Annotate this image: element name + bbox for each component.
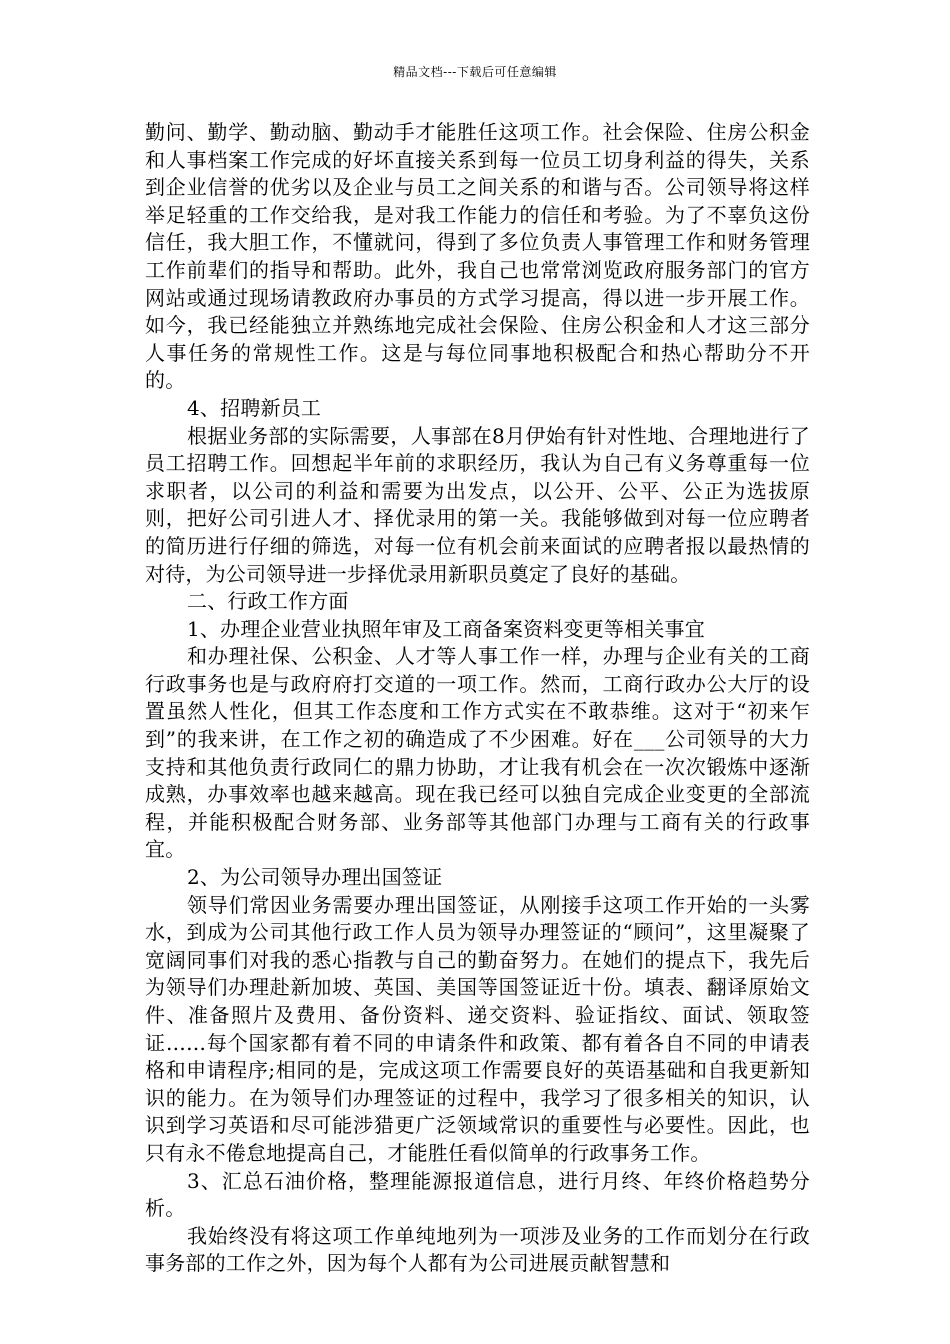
section-heading: 2、为公司领导办理出国签证 [187, 865, 443, 890]
paragraph: 和办理社保、公积金、人才等人事工作一样，办理与企业有关的工商行政事务也是与政府府打交道的一项工作。然而，工商行政办公大厅的设置虽然人性化，但其工作态度和工作方式实在不敢恭维。这对于“初来乍到”的我来讲，在工作之初的确造成了不少困难。好在___公司领导的大力支持和其他负责行政同仁的鼎力协助，才让我有机会在一次次锻炼中逐渐成熟，办事效率也越来越高。现在我已经可以独自完成企业变更的全部流程，并能积极配合财务部、业务部等其他部门办理与工商有关的行政事宜。 [145, 644, 810, 862]
section-heading: 1、办理企业营业执照年审及工商备案资料变更等相关事宜 [187, 616, 705, 641]
document-body [145, 119, 810, 1278]
section-heading: 3、汇总石油价格，整理能源报道信息，进行月终、年终价格趋势分析。 [145, 1168, 810, 1221]
page-header: 精品文档---下载后可任意编辑 [393, 65, 557, 79]
section-heading: 二、行政工作方面 [187, 589, 349, 614]
paragraph: 根据业务部的实际需要，人事部在8月伊始有针对性地、合理地进行了员工招聘工作。回想起半年前的求职经历，我认为自己有义务尊重每一位求职者，以公司的利益和需要为出发点，以公开、公平、公正为选拔原则，把好公司引进人才、择优录用的第一关。我能够做到对每一位应聘者的简历进行仔细的筛选，对每一位有机会前来面试的应聘者报以最热情的对待，为公司领导进一步择优录用新职员奠定了良好的基础。 [145, 423, 810, 586]
paragraph: 我始终没有将这项工作单纯地列为一项涉及业务的工作而划分在行政事务部的工作之外，因为每个人都有为公司进展贡献智慧和 [145, 1223, 810, 1276]
section-heading: 4、招聘新员工 [187, 395, 322, 420]
paragraph: 领导们常因业务需要办理出国签证，从刚接手这项工作开始的一头雾水，到成为公司其他行政工作人员为领导办理签证的“顾问”，这里凝聚了宽阔同事们对我的悉心指教与自己的勤奋努力。在她们的提点下，我先后为领导们办理赴新加坡、英国、美国等国签证近十份。填表、翻译原始文件、准备照片及费用、备份资料、递交资料、验证指纹、面试、领取签证……每个国家都有着不同的申请条件和政策、都有着各自不同的申请表格和申请程序;相同的是，完成这项工作需要良好的英语基础和自我更新知识的能力。在为领导们办理签证的过程中，我学习了很多相关的知识，认识到学习英语和尽可能涉猎更广泛领域常识的重要性与必要性。因此，也只有永不倦怠地提高自己，才能胜任看似简单的行政事务工作。 [145, 892, 810, 1165]
paragraph: 勤问、勤学、勤动脑、勤动手才能胜任这项工作。社会保险、住房公积金和人事档案工作完成的好坏直接关系到每一位员工切身利益的得失，关系到企业信誉的优劣以及企业与员工之间关系的和谐与否。公司领导将这样举足轻重的工作交给我，是对我工作能力的信任和考验。为了不辜负这份信任，我大胆工作，不懂就问，得到了多位负责人事管理工作和财务管理工作前辈们的指导和帮助。此外，我自己也常常浏览政府服务部门的官方网站或通过现场请教政府办事员的方式学习提高，得以进一步开展工作。如今，我已经能独立并熟练地完成社会保险、住房公积金和人才这三部分人事任务的常规性工作。这是与每位同事地积极配合和热心帮助分不开的。 [145, 120, 810, 393]
